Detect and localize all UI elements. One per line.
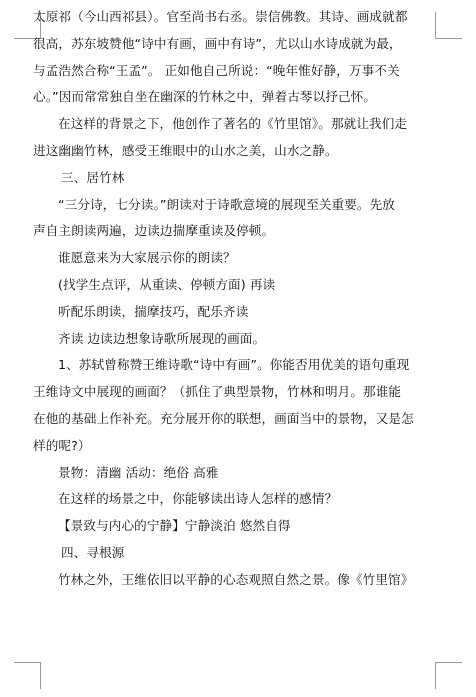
text-line: 进这幽幽竹林，感受王维眼中的山水之美，山水之静。 [33, 142, 338, 158]
text-line: 在他的基础上作补充。充分展开你的联想，画面当中的景物，又是怎 [33, 410, 414, 426]
paragraph-start-line: 1、苏轼曾称赞王维诗歌“诗中有画”。你能否用优美的语句重现 [58, 357, 410, 373]
paragraph-start-line: “三分诗，七分读。”朗读对于诗歌意境的展现至关重要。先放 [58, 196, 395, 212]
paragraph-start-line: 景物：清幽 活动：绝俗 高雅 [58, 464, 219, 480]
text-line: 声自主朗读两遍，边读边揣摩重读及停顿。 [33, 223, 275, 239]
text-line: 样的呢?） [33, 437, 91, 453]
paragraph-start-line: 谁愿意来为大家展示你的朗读？ [58, 250, 236, 266]
page-corner-mark-bottom-right [435, 662, 462, 689]
text-line: 与孟浩然合称“王孟”。 正如他自己所说：“晚年惟好静，万事不关 [33, 62, 400, 78]
paragraph-start-line: 在这样的背景之下，他创作了著名的《竹里馆》。那就让我们走 [58, 116, 408, 132]
section-heading: 四、寻根源 [61, 544, 125, 560]
paragraph-start-line: 听配乐朗读，揣摩技巧，配乐齐读 [58, 303, 249, 319]
text-line: 王维诗文中展现的画面？（抓住了典型景物，竹林和明月。那谁能 [33, 384, 402, 400]
page-corner-mark-bottom-left [14, 662, 41, 689]
paragraph-start-line: (找学生点评，从重读、停顿方面) 再读 [58, 276, 276, 292]
paragraph-start-line: 齐读 边读边想象诗歌所展现的画面。 [58, 330, 266, 346]
paragraph-start-line: 在这样的场景之中，你能够读出诗人怎样的感情？ [58, 491, 338, 507]
paragraph-start-line: 【景致与内心的宁静】宁静淡泊 悠然自得 [58, 518, 291, 534]
section-heading: 三、居竹林 [61, 169, 125, 185]
paragraph-start-line: 竹林之外，王维依旧以平静的心态观照自然之景。像《竹里馆》 [58, 571, 414, 587]
document-body [33, 4, 443, 594]
text-line: 心。”因而常常独自坐在幽深的竹林之中，弹着古琴以抒己怀。 [33, 89, 377, 105]
text-line: 太原祁（今山西祁县）。官至尚书右丞。崇信佛教。其诗、画成就都 [33, 9, 408, 24]
text-line: 很高，苏东坡赞他“诗中有画，画中有诗”，尤以山水诗成就为最， [33, 35, 402, 51]
